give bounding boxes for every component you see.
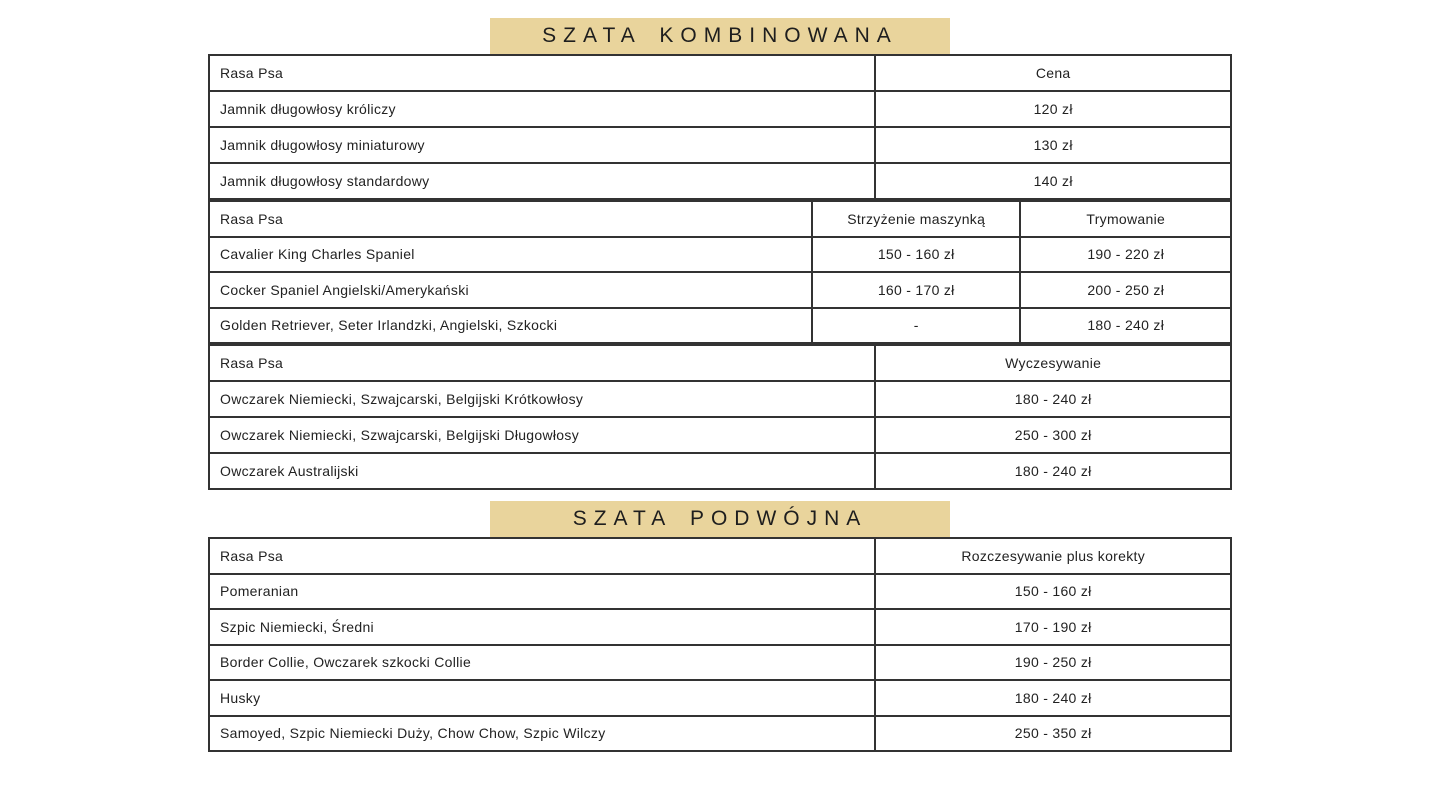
table-row <box>209 645 1231 681</box>
table-row <box>209 574 1231 610</box>
section-title: SZATA PODWÓJNA <box>572 507 868 530</box>
table-row <box>209 91 1231 127</box>
price-cell: 180 - 240 zł <box>875 381 1231 417</box>
breed-cell: Jamnik długowłosy króliczy <box>209 91 875 127</box>
table-row <box>209 272 1231 308</box>
price-list-page <box>0 18 1440 810</box>
column-header-rozczesywanie-plus-korekty: Rozczesywanie plus korekty <box>875 538 1231 574</box>
price-cell: 190 - 220 zł <box>1020 237 1231 273</box>
column-header-strzyzenie-maszynka: Strzyżenie maszynką <box>812 201 1020 237</box>
breed-cell: Jamnik długowłosy standardowy <box>209 163 875 199</box>
table-row <box>209 127 1231 163</box>
column-header-rasa-psa: Rasa Psa <box>209 345 875 381</box>
section-title: SZATA KOMBINOWANA <box>542 24 898 47</box>
column-header-cena: Cena <box>875 55 1231 91</box>
table-header-row <box>209 345 1231 381</box>
breed-cell: Owczarek Australijski <box>209 453 875 489</box>
table-row <box>209 609 1231 645</box>
table-row <box>209 680 1231 716</box>
table-header-row <box>209 538 1231 574</box>
price-cell: 170 - 190 zł <box>875 609 1231 645</box>
price-cell: 150 - 160 zł <box>875 574 1231 610</box>
column-header-rasa-psa: Rasa Psa <box>209 201 812 237</box>
price-cell: 180 - 240 zł <box>875 453 1231 489</box>
table-row <box>209 308 1231 344</box>
breed-cell: Golden Retriever, Seter Irlandzki, Angielski, Szkocki <box>209 308 812 344</box>
price-cell: 180 - 240 zł <box>875 680 1231 716</box>
table-header-row <box>209 55 1231 91</box>
price-cell: 130 zł <box>875 127 1231 163</box>
breed-cell: Cavalier King Charles Spaniel <box>209 237 812 273</box>
table-row <box>209 716 1231 752</box>
breed-cell: Husky <box>209 680 875 716</box>
table-rozczesywanie <box>208 537 1232 752</box>
price-cell: 250 - 300 zł <box>875 417 1231 453</box>
price-cell: 120 zł <box>875 91 1231 127</box>
price-cell: 150 - 160 zł <box>812 237 1020 273</box>
table-wyczesywanie <box>208 344 1232 490</box>
table-row <box>209 453 1231 489</box>
price-cell: 190 - 250 zł <box>875 645 1231 681</box>
table-header-row <box>209 201 1231 237</box>
column-header-wyczesywanie: Wyczesywanie <box>875 345 1231 381</box>
table-row <box>209 163 1231 199</box>
table-row <box>209 237 1231 273</box>
breed-cell: Samoyed, Szpic Niemiecki Duży, Chow Chow, Szpic Wilczy <box>209 716 875 752</box>
price-cell: 180 - 240 zł <box>1020 308 1231 344</box>
table-row <box>209 417 1231 453</box>
breed-cell: Szpic Niemiecki, Średni <box>209 609 875 645</box>
table-strzyzenie-trymowanie <box>208 200 1232 344</box>
column-header-trymowanie: Trymowanie <box>1020 201 1231 237</box>
table-szata-kombinowana-cena <box>208 54 1232 200</box>
breed-cell: Owczarek Niemiecki, Szwajcarski, Belgijski Krótkowłosy <box>209 381 875 417</box>
column-header-rasa-psa: Rasa Psa <box>209 538 875 574</box>
breed-cell: Jamnik długowłosy miniaturowy <box>209 127 875 163</box>
price-cell: 250 - 350 zł <box>875 716 1231 752</box>
breed-cell: Pomeranian <box>209 574 875 610</box>
breed-cell: Border Collie, Owczarek szkocki Collie <box>209 645 875 681</box>
price-cell: 140 zł <box>875 163 1231 199</box>
breed-cell: Owczarek Niemiecki, Szwajcarski, Belgijski Długowłosy <box>209 417 875 453</box>
price-cell: 160 - 170 zł <box>812 272 1020 308</box>
section-banner-szata-podwojna <box>490 501 950 537</box>
price-cell: - <box>812 308 1020 344</box>
section-banner-szata-kombinowana <box>490 18 950 54</box>
table-row <box>209 381 1231 417</box>
price-cell: 200 - 250 zł <box>1020 272 1231 308</box>
breed-cell: Cocker Spaniel Angielski/Amerykański <box>209 272 812 308</box>
column-header-rasa-psa: Rasa Psa <box>209 55 875 91</box>
